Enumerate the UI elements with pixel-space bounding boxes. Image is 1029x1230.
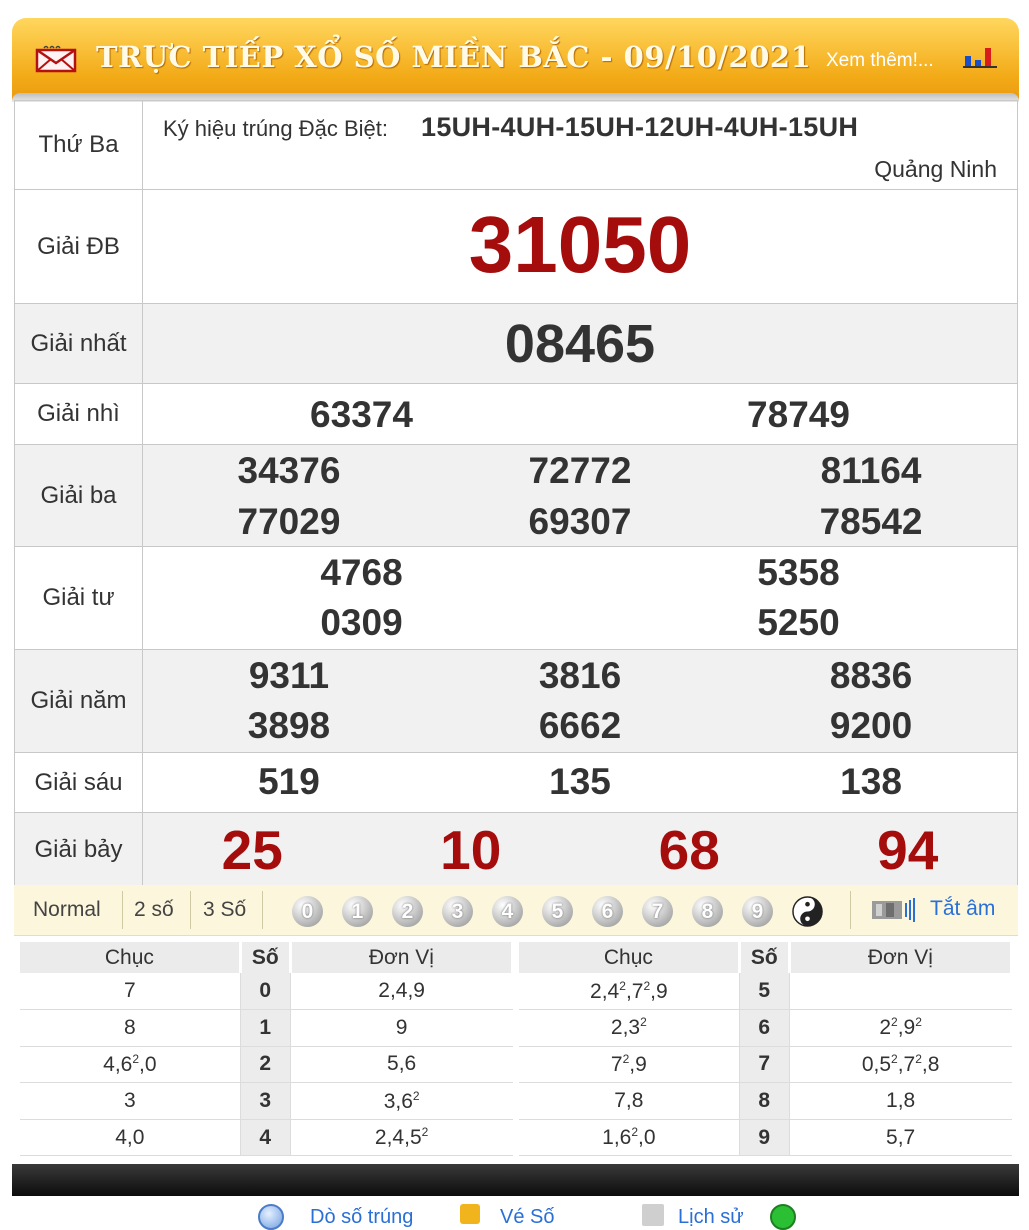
- digit-ball-2[interactable]: 2: [392, 896, 423, 927]
- prize-label-db: Giải ĐB: [15, 190, 143, 304]
- results-panel: [12, 18, 1019, 1196]
- prize-row-db: [15, 190, 1018, 304]
- star-icon: [460, 1204, 480, 1224]
- col-header-chuc: Chục: [20, 942, 240, 973]
- yin-yang-icon[interactable]: [792, 896, 823, 927]
- digit-ball-0[interactable]: 0: [292, 896, 323, 927]
- fifth-prize-number: 8836: [829, 654, 913, 696]
- loto-digit-cell: 8: [739, 1083, 789, 1120]
- loto-chuc-cell: 8: [20, 1010, 240, 1047]
- panel-bottom-bar: [12, 1164, 1019, 1196]
- third-prize-number: 69307: [528, 500, 632, 542]
- third-prize-number: 72772: [528, 449, 632, 491]
- loto-header-row: [519, 942, 1012, 973]
- loto-digit-cell: 6: [739, 1010, 789, 1047]
- loto-chuc-cell: $7^2,9$: [519, 1046, 739, 1083]
- loto-toolbar: [14, 885, 1018, 936]
- loto-chuc-cell: $2,3^2$: [519, 1010, 739, 1047]
- loto-row: [519, 1083, 1012, 1120]
- prize-label-nhi: Giải nhì: [15, 384, 143, 445]
- loto-table-left: [20, 942, 514, 1156]
- mail-icon: [36, 44, 76, 72]
- prize-row-bay: [15, 813, 1018, 888]
- sixth-prize-number: 519: [258, 760, 320, 802]
- digit-ball-8[interactable]: 8: [692, 896, 723, 927]
- prize-label-nam: Giải năm: [15, 650, 143, 753]
- toolbar-divider: [190, 891, 191, 929]
- third-prize-number: 77029: [237, 500, 341, 542]
- loto-row: [20, 1010, 513, 1047]
- prize-row-tu: [15, 547, 1018, 650]
- seventh-prize-number: 10: [440, 818, 502, 881]
- loto-row: [20, 1119, 513, 1156]
- loto-chuc-cell: $2,4^2,7^2,9$: [519, 973, 739, 1010]
- loto-digit-cell: 3: [240, 1083, 290, 1120]
- loto-donvi-cell: $3,6^2$: [290, 1083, 512, 1120]
- col-header-donvi: Đơn Vị: [290, 942, 512, 973]
- footer-link[interactable]: Lịch sử: [678, 1206, 744, 1228]
- fourth-prize-number: 4768: [320, 551, 403, 593]
- seventh-prize-number: 94: [877, 818, 939, 881]
- loto-donvi-cell: 1,8: [789, 1083, 1011, 1120]
- loto-chuc-cell: 4,0: [20, 1119, 240, 1156]
- digit-ball-6[interactable]: 6: [592, 896, 623, 927]
- bar-chart-icon[interactable]: [961, 42, 999, 68]
- loto-donvi-cell: 2,4,5$^2$: [290, 1119, 512, 1156]
- special-symbol-value: 15UH-4UH-15UH-12UH-4UH-15UH: [421, 111, 859, 142]
- loto-digit-cell: 2: [240, 1046, 290, 1083]
- prize-label-bay: Giải bảy: [15, 813, 143, 888]
- prize-row-ba: [15, 445, 1018, 547]
- footer-link[interactable]: Dò số trúng: [310, 1206, 414, 1228]
- header-bar: [12, 18, 1019, 102]
- loto-chuc-cell: 3: [20, 1083, 240, 1120]
- fourth-prize-number: 5358: [757, 551, 840, 593]
- special-symbol-label: Ký hiệu trúng Đặc Biệt:: [163, 115, 389, 141]
- loto-digit-cell: 1: [240, 1010, 290, 1047]
- fifth-prize-number: 3898: [247, 704, 331, 746]
- loto-row: [519, 973, 1012, 1010]
- loto-donvi-cell: 5,7: [789, 1119, 1011, 1156]
- fourth-prize-number: 0309: [320, 601, 403, 643]
- loto-donvi-cell: 9: [290, 1010, 512, 1047]
- loto-digit-cell: 4: [240, 1119, 290, 1156]
- symbol-cell: [143, 101, 1018, 190]
- digit-ball-9[interactable]: 9: [742, 896, 773, 927]
- mute-button[interactable]: Tắt âm: [930, 897, 996, 920]
- digit-ball-4[interactable]: 4: [492, 896, 523, 927]
- prize-row-nhi: [15, 384, 1018, 445]
- fourth-prize-number: 5250: [757, 601, 840, 643]
- fifth-prize-number: 6662: [538, 704, 622, 746]
- loto-donvi-cell: [789, 973, 1011, 1010]
- loto-donvi-cell: 2,4,9: [290, 973, 512, 1010]
- sixth-prize-number: 138: [840, 760, 902, 802]
- toolbar-divider: [122, 891, 123, 929]
- prize-label-tu: Giải tư: [15, 547, 143, 650]
- second-prize-number: 63374: [310, 393, 413, 435]
- col-header-donvi: Đơn Vị: [789, 942, 1011, 973]
- loto-donvi-cell: 5,6: [290, 1046, 512, 1083]
- toolbar-divider: [850, 891, 851, 929]
- footer-links: [250, 1200, 1010, 1228]
- loto-chuc-cell: 7,8: [519, 1083, 739, 1120]
- loto-digit-cell: 7: [739, 1046, 789, 1083]
- loto-row: [20, 1083, 513, 1120]
- prize-label-sau: Giải sáu: [15, 753, 143, 813]
- mode-normal-button[interactable]: Normal: [33, 898, 101, 921]
- first-prize-number: 08465: [504, 313, 656, 374]
- draw-info-row: [15, 101, 1018, 190]
- col-header-chuc: Chục: [519, 942, 739, 973]
- third-prize-number: 78542: [819, 500, 923, 542]
- province-name: Quảng Ninh: [874, 155, 997, 182]
- third-prize-number: 81164: [820, 449, 922, 491]
- loto-digit-cell: 5: [739, 973, 789, 1010]
- digit-ball-3[interactable]: 3: [442, 896, 473, 927]
- loto-header-row: [20, 942, 513, 973]
- fifth-prize-number: 3816: [538, 654, 622, 696]
- digit-ball-1[interactable]: 1: [342, 896, 373, 927]
- seventh-prize-number: 68: [658, 818, 720, 881]
- speaker-icon[interactable]: [870, 895, 918, 923]
- mode-2-digit-button[interactable]: 2 số: [134, 898, 174, 921]
- digit-ball-5[interactable]: 5: [542, 896, 573, 927]
- digit-ball-7[interactable]: 7: [642, 896, 673, 927]
- calendar-icon: [642, 1204, 664, 1226]
- fifth-prize-number: 9311: [248, 654, 330, 696]
- loto-chuc-cell: 7: [20, 973, 240, 1010]
- loto-donvi-cell: $2^2,9^2$: [789, 1010, 1011, 1047]
- sixth-prize-number: 135: [549, 760, 611, 802]
- prize-label-nhat: Giải nhất: [15, 304, 143, 384]
- results-table: [14, 100, 1018, 888]
- loto-digit-cell: 0: [240, 973, 290, 1010]
- loto-row: [519, 1010, 1012, 1047]
- weekday-label: Thứ Ba: [15, 101, 143, 190]
- loto-row: [519, 1046, 1012, 1083]
- footer-link[interactable]: Vé Số: [500, 1206, 555, 1228]
- prize-label-ba: Giải ba: [15, 445, 143, 547]
- col-header-so: Số: [739, 942, 789, 973]
- prize-row-sau: [15, 753, 1018, 813]
- col-header-so: Số: [240, 942, 290, 973]
- toolbar-divider: [262, 891, 263, 929]
- circle-icon: [770, 1204, 796, 1230]
- third-prize-number: 34376: [237, 449, 341, 491]
- loto-digit-cell: 9: [739, 1119, 789, 1156]
- seventh-prize-number: 25: [221, 818, 283, 881]
- second-prize-number: 78749: [747, 393, 850, 435]
- prize-row-nhat: [15, 304, 1018, 384]
- fifth-prize-number: 9200: [829, 704, 913, 746]
- special-prize-number: 31050: [468, 199, 692, 289]
- more-link[interactable]: Xem thêm!...: [826, 50, 934, 71]
- loto-table-right: [519, 942, 1013, 1156]
- loto-row: [519, 1119, 1012, 1156]
- prize-row-nam: [15, 650, 1018, 753]
- globe-icon: [258, 1204, 284, 1230]
- loto-chuc-cell: $1,6^2,0$: [519, 1119, 739, 1156]
- loto-donvi-cell: $0,5^2,7^2,8$: [789, 1046, 1011, 1083]
- loto-row: [20, 1046, 513, 1083]
- page-title: TRỰC TIẾP XỔ SỐ MIỀN BẮC - 09/10/2021: [96, 40, 812, 74]
- loto-row: [20, 973, 513, 1010]
- loto-chuc-cell: $4,6^2,0$: [20, 1046, 240, 1083]
- mode-3-digit-button[interactable]: 3 Số: [203, 898, 247, 921]
